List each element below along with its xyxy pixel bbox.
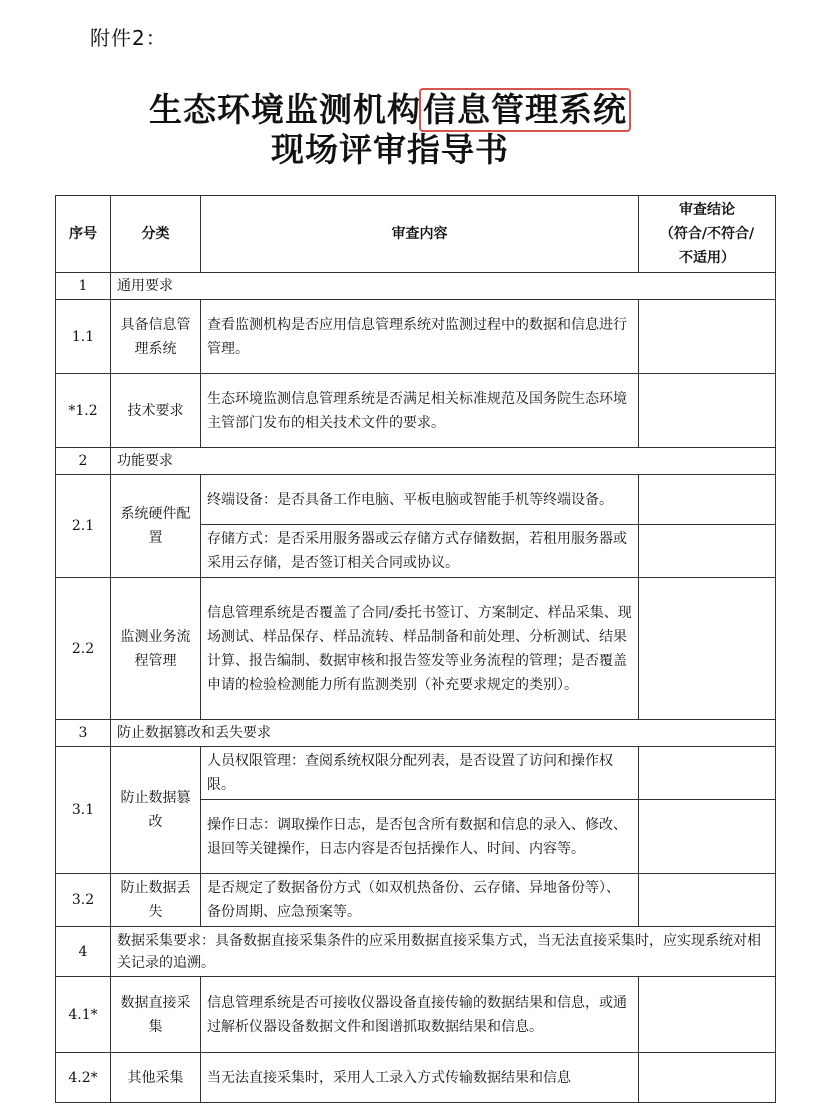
row-category: 其他采集 — [111, 1053, 201, 1103]
table-row — [56, 977, 776, 1053]
conclusion-cell[interactable] — [639, 800, 776, 874]
row-category: 数据直接采集 — [111, 977, 201, 1053]
row-content: 存储方式：是否采用服务器或云存储方式存储数据，若租用服务器或采用云存储，是否签订相关合同或协议。 — [201, 525, 639, 578]
row-category: 监测业务流程管理 — [111, 578, 201, 720]
row-content: 当无法直接采集时，采用人工录入方式传输数据结果和信息 — [201, 1053, 639, 1103]
row-no: *1.2 — [56, 374, 111, 448]
row-content: 查看监测机构是否应用信息管理系统对监测过程中的数据和信息进行管理。 — [201, 300, 639, 374]
table-header-row — [56, 196, 776, 273]
title-highlight: 信息管理系统 — [419, 88, 631, 132]
row-no: 2 — [56, 448, 111, 475]
row-no: 1 — [56, 273, 111, 300]
table-row — [56, 1053, 776, 1103]
conclusion-cell[interactable] — [639, 525, 776, 578]
row-category: 系统硬件配置 — [111, 475, 201, 578]
review-table — [55, 195, 776, 1103]
row-category: 防止数据篡改 — [111, 747, 201, 874]
header-conclusion-line2: （符合/不符合/ — [659, 226, 755, 242]
section-title: 通用要求 — [111, 273, 776, 300]
row-content: 操作日志：调取操作日志，是否包含所有数据和信息的录入、修改、退回等关键操作，日志内容是否包括操作人、时间、内容等。 — [201, 800, 639, 874]
row-content: 生态环境监测信息管理系统是否满足相关标准规范及国务院生态环境主管部门发布的相关技术文件的要求。 — [201, 374, 639, 448]
row-content: 是否规定了数据备份方式（如双机热备份、云存储、异地备份等）、备份周期、应急预案等。 — [201, 874, 639, 927]
row-category: 技术要求 — [111, 374, 201, 448]
row-no: 3 — [56, 720, 111, 747]
conclusion-cell[interactable] — [639, 374, 776, 448]
conclusion-cell[interactable] — [639, 1053, 776, 1103]
header-conclusion-line1: 审查结论 — [679, 202, 735, 218]
conclusion-cell[interactable] — [639, 977, 776, 1053]
row-content: 信息管理系统是否覆盖了合同/委托书签订、方案制定、样品采集、现场测试、样品保存、样品流转、样品制备和前处理、分析测试、结果计算、报告编制、数据审核和报告签发等业务流程的管理；是否覆盖申请的检验检测能力所有监测类别（补充要求规定的类别）。 — [201, 578, 639, 720]
row-category: 防止数据丢失 — [111, 874, 201, 927]
table-row — [56, 374, 776, 448]
section-title: 功能要求 — [111, 448, 776, 475]
row-no: 2.1 — [56, 475, 111, 578]
header-conclusion-line3: 不适用） — [679, 250, 735, 266]
header-conclusion — [639, 196, 776, 273]
section-row — [56, 927, 776, 977]
row-content: 人员权限管理：查阅系统权限分配列表，是否设置了访问和操作权限。 — [201, 747, 639, 800]
section-title: 防止数据篡改和丢失要求 — [111, 720, 776, 747]
row-no: 2.2 — [56, 578, 111, 720]
table-row — [56, 874, 776, 927]
header-no: 序号 — [56, 196, 111, 273]
section-title: 数据采集要求：具备数据直接采集条件的应采用数据直接采集方式，当无法直接采集时，应实现系统对相关记录的追溯。 — [111, 927, 776, 977]
conclusion-cell[interactable] — [639, 578, 776, 720]
conclusion-cell[interactable] — [639, 475, 776, 525]
header-content: 审查内容 — [201, 196, 639, 273]
row-no: 4 — [56, 927, 111, 977]
row-content: 终端设备：是否具备工作电脑、平板电脑或智能手机等终端设备。 — [201, 475, 639, 525]
table-row — [56, 300, 776, 374]
table-row — [56, 747, 776, 800]
row-content: 信息管理系统是否可接收仪器设备直接传输的数据结果和信息，或通过解析仪器设备数据文件和图谱抓取数据结果和信息。 — [201, 977, 639, 1053]
conclusion-cell[interactable] — [639, 874, 776, 927]
attachment-label: 附件2： — [90, 26, 167, 50]
row-no: 1.1 — [56, 300, 111, 374]
conclusion-cell[interactable] — [639, 747, 776, 800]
table-row — [56, 578, 776, 720]
document-title-line2: 现场评审指导书 — [271, 130, 509, 169]
header-category: 分类 — [111, 196, 201, 273]
section-row — [56, 273, 776, 300]
section-row — [56, 448, 776, 475]
row-no: 3.2 — [56, 874, 111, 927]
conclusion-cell[interactable] — [639, 300, 776, 374]
row-no: 4.1* — [56, 977, 111, 1053]
row-no: 4.2* — [56, 1053, 111, 1103]
row-category: 具备信息管理系统 — [111, 300, 201, 374]
section-row — [56, 720, 776, 747]
row-no: 3.1 — [56, 747, 111, 874]
table-row — [56, 475, 776, 525]
title-prefix: 生态环境监测机构 — [149, 90, 421, 129]
